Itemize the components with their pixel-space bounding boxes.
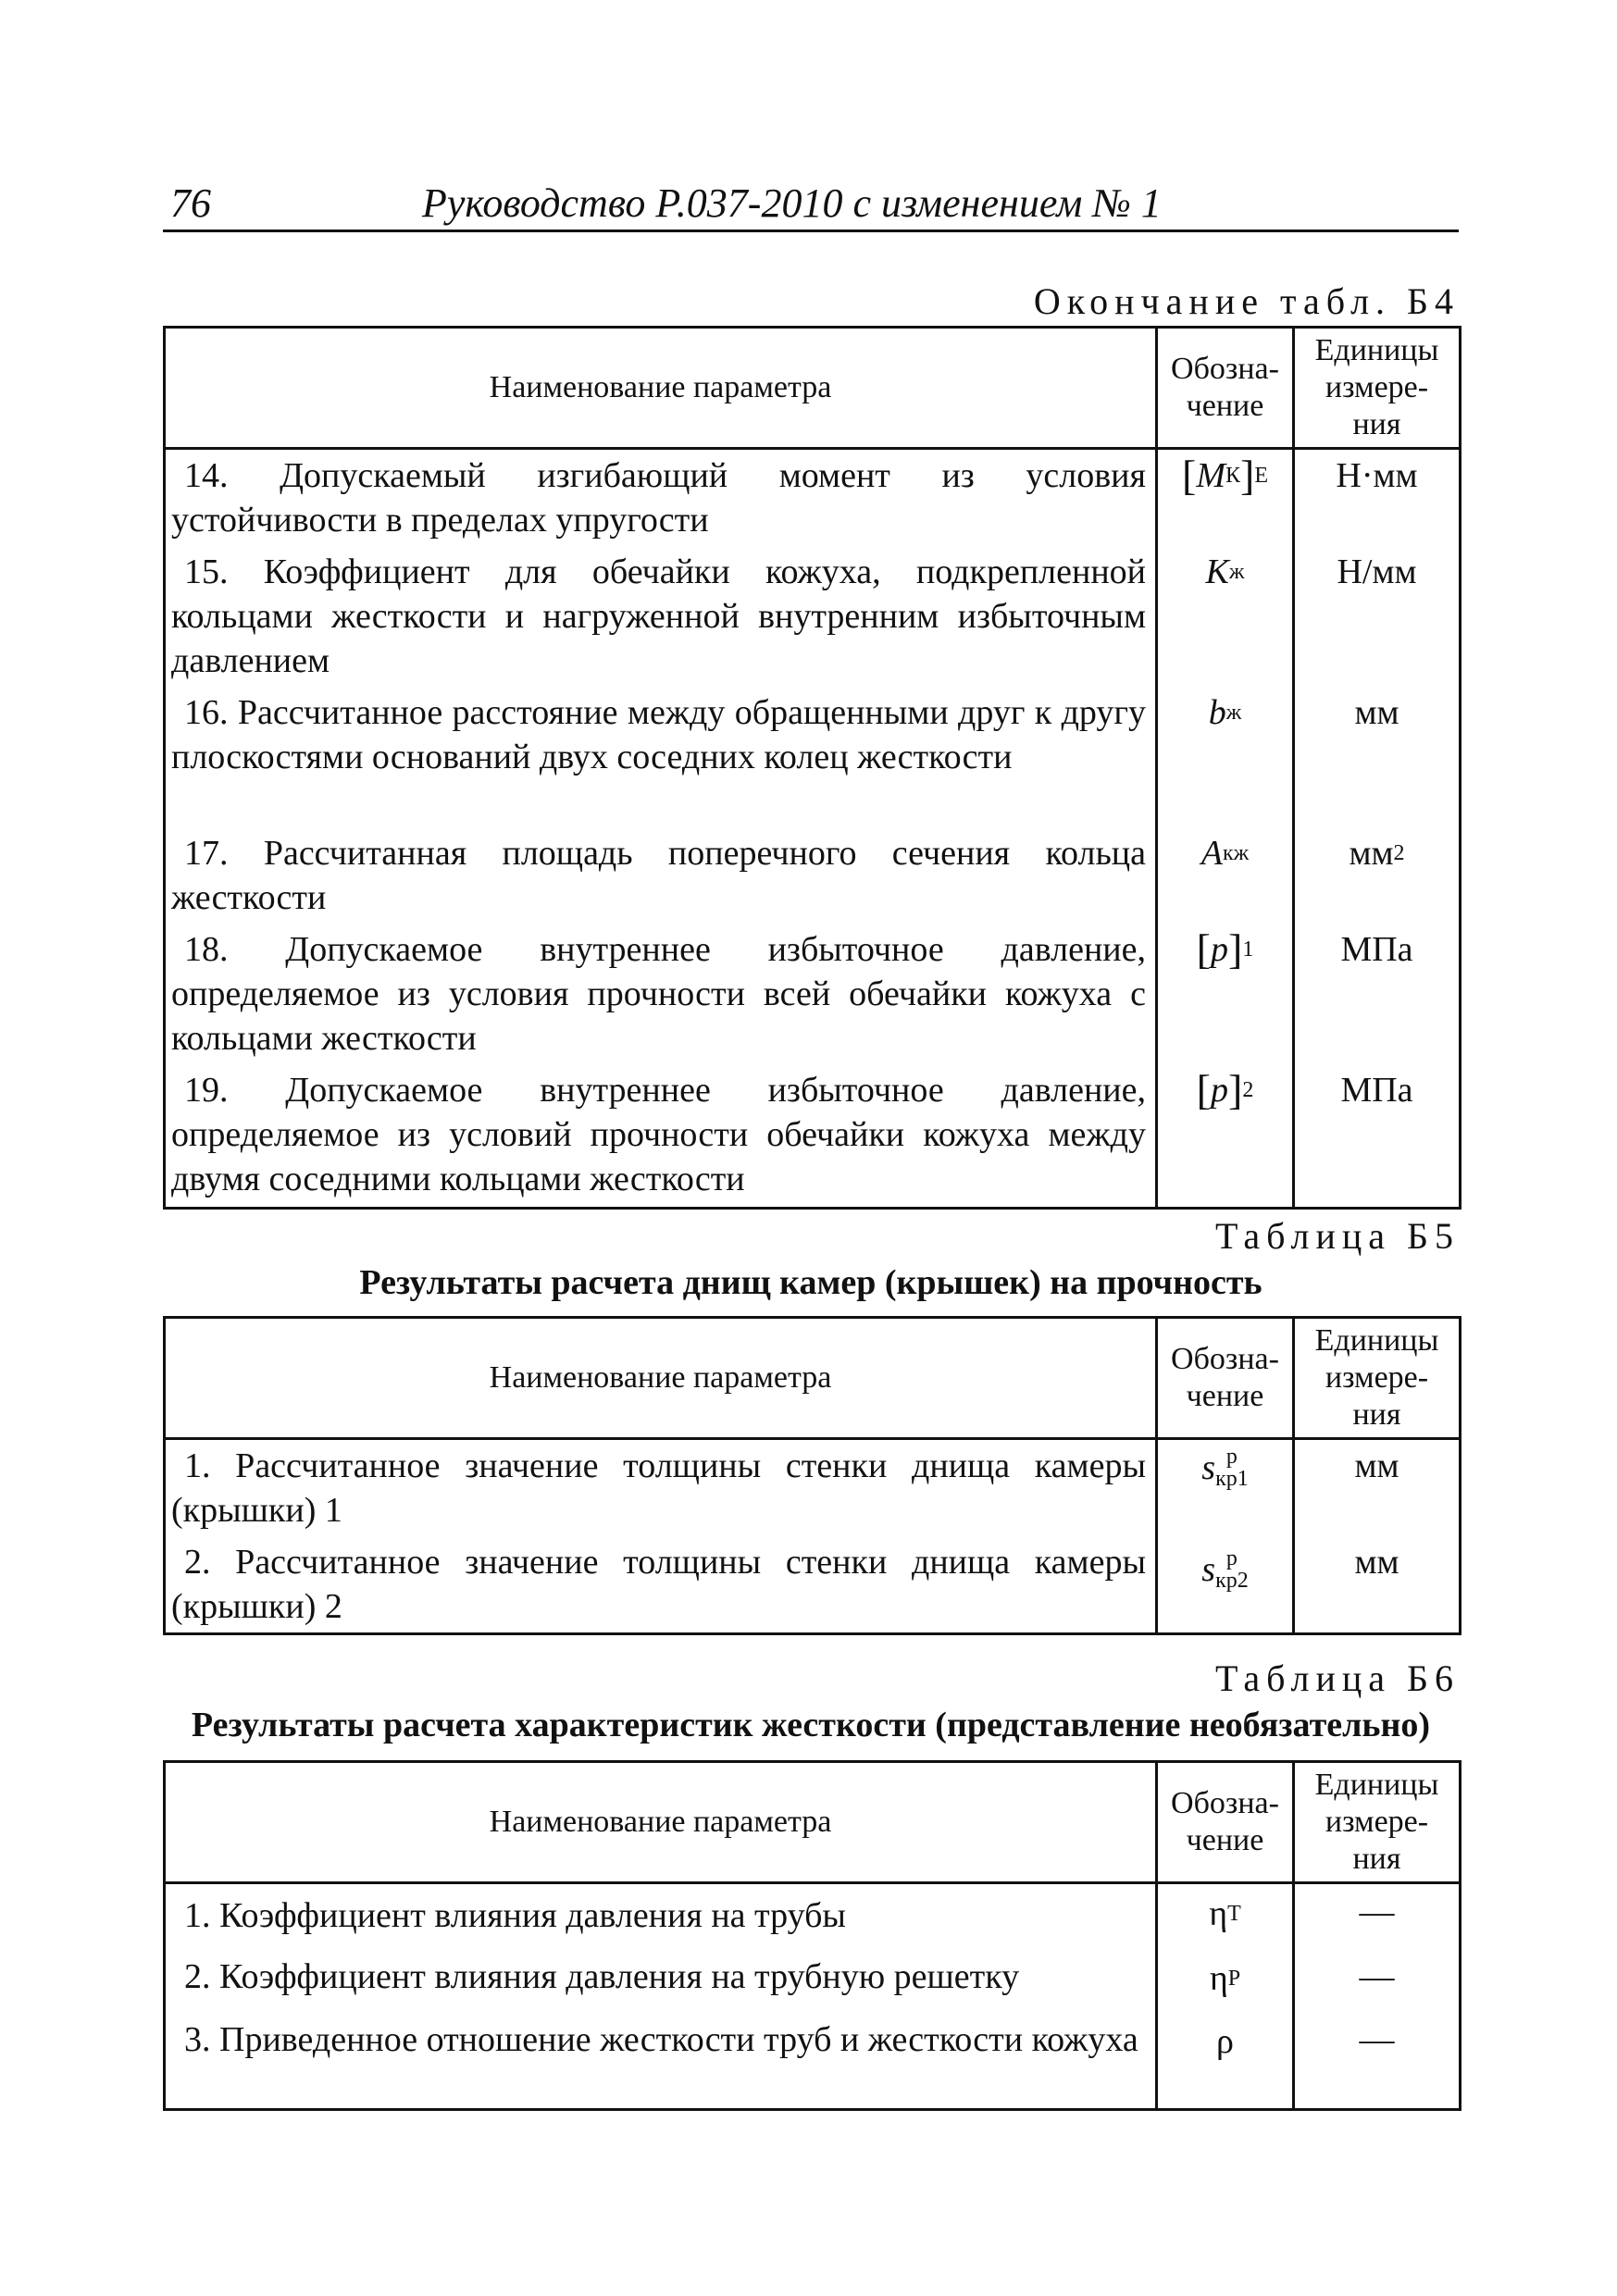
param-name: 2. Коэффициент влияния давления на трубную решетку — [184, 1957, 1020, 1996]
page-header — [163, 172, 1459, 232]
table-header-row — [165, 1318, 1461, 1439]
table-b4 — [163, 326, 1462, 1210]
symbol: s р кр2 — [1201, 1546, 1249, 1593]
table-cell-names — [165, 449, 1157, 1209]
table-b5-caption: Таблица Б5 — [1214, 1215, 1460, 1257]
table-cell-names — [165, 1883, 1157, 2110]
table-cell-names — [165, 1439, 1157, 1634]
page-number: 76 — [170, 180, 211, 226]
unit: мм — [1354, 1543, 1399, 1582]
unit: — — [1359, 1957, 1395, 1996]
table-cell-symbols — [1157, 1883, 1294, 2110]
symbol: b ж — [1208, 693, 1242, 732]
header-symbol: Обозна- чение — [1157, 1318, 1294, 1439]
param-name: 16. Рассчитанное расстояние между обращенными друг к другу плоскостями оснований двух соседних колец жесткости — [171, 693, 1146, 776]
unit: — — [1359, 2020, 1395, 2059]
header-unit: Единицы измере- ния — [1294, 1762, 1461, 1883]
param-name: 1. Коэффициент влияния давления на трубы — [184, 1896, 846, 1935]
table-b4-caption: Окончание табл. Б4 — [1033, 280, 1460, 322]
header-name: Наименование параметра — [165, 1318, 1157, 1439]
table-header-row — [165, 328, 1461, 449]
symbol: [ p ] 2 — [1196, 1066, 1254, 1113]
table-body-row — [165, 449, 1461, 1209]
symbol: ρ — [1216, 2022, 1234, 2061]
header-name: Наименование параметра — [165, 1762, 1157, 1883]
param-name: 17. Рассчитанная площадь поперечного сечения кольца жесткости — [171, 834, 1146, 917]
param-name: 14. Допускаемый изгибающий момент из условия устойчивости в пределах упругости — [171, 456, 1146, 540]
unit: МПа — [1340, 930, 1413, 969]
symbol: η P — [1209, 1959, 1241, 1998]
table-cell-symbols — [1157, 449, 1294, 1209]
symbol: A кж — [1200, 834, 1250, 873]
table-cell-units — [1294, 449, 1461, 1209]
table-cell-units — [1294, 1883, 1461, 2110]
param-name: 15. Коэффициент для обечайки кожуха, подкрепленной кольцами жесткости и нагруженной внутренним избыточным давлением — [171, 552, 1146, 680]
unit: — — [1359, 1893, 1395, 1931]
unit: мм — [1354, 693, 1399, 732]
header-unit: Единицы измере- ния — [1294, 1318, 1461, 1439]
table-body-row — [165, 1439, 1461, 1634]
symbol: [ M К ] E — [1182, 452, 1268, 499]
header-symbol: Обозна- чение — [1157, 1762, 1294, 1883]
table-b5 — [163, 1316, 1462, 1635]
table-b6-title: Результаты расчета характеристик жесткости (представление необязательно) — [191, 1706, 1431, 1744]
symbol: η T — [1209, 1894, 1241, 1933]
table-b5-title: Результаты расчета днищ камер (крышек) на прочность — [359, 1263, 1263, 1302]
unit: Н·мм — [1336, 456, 1418, 495]
table-cell-units — [1294, 1439, 1461, 1634]
param-name: 2. Рассчитанное значение толщины стенки днища камеры (крышки) 2 — [171, 1543, 1146, 1626]
header-name: Наименование параметра — [165, 328, 1157, 449]
running-title: Руководство Р.037-2010 с изменением № 1 — [422, 180, 1162, 226]
unit: мм — [1354, 1446, 1399, 1485]
header-symbol: Обозна- чение — [1157, 328, 1294, 449]
param-name: 1. Рассчитанное значение толщины стенки днища камеры (крышки) 1 — [171, 1446, 1146, 1530]
table-b6-caption: Таблица Б6 — [1214, 1657, 1460, 1699]
unit: МПа — [1340, 1071, 1413, 1110]
table-body-row — [165, 1883, 1461, 2110]
symbol: s р кр1 — [1201, 1445, 1249, 1491]
unit: Н/мм — [1337, 552, 1417, 591]
table-b6 — [163, 1760, 1462, 2111]
param-name: 3. Приведенное отношение жесткости труб и жесткости кожуха — [184, 2020, 1138, 2059]
symbol: K ж — [1205, 552, 1245, 591]
table-cell-symbols — [1157, 1439, 1294, 1634]
table-header-row — [165, 1762, 1461, 1883]
unit: мм 2 — [1349, 834, 1405, 873]
param-name: 18. Допускаемое внутреннее избыточное давление, определяемое из условия прочности всей обечайки кожуха с кольцами жесткости — [171, 930, 1146, 1058]
symbol: [ p ] 1 — [1196, 925, 1254, 973]
header-unit: Единицы измере- ния — [1294, 328, 1461, 449]
param-name: 19. Допускаемое внутреннее избыточное давление, определяемое из условий прочности обечайки кожуха между двумя соседними кольцами жесткости — [171, 1071, 1146, 1198]
